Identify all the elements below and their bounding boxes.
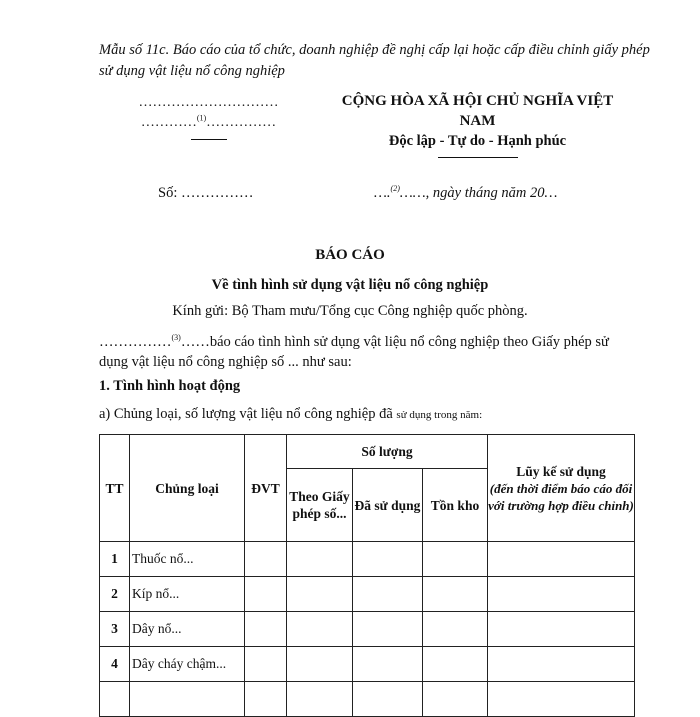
document-subtitle: Về tình hình sử dụng vật liệu nổ công nghiệp — [211, 277, 489, 293]
stock-cell — [423, 612, 488, 647]
intro-text: ……báo cáo tình hình sử dụng vật liệu nổ công nghiệp theo Giấy phép sử dụng vật liệu nổ công nghiệp số ... như sau: — [99, 334, 609, 370]
document-title: BÁO CÁO — [315, 247, 385, 263]
header-tt: TT — [100, 435, 130, 542]
intro-paragraph — [99, 332, 634, 372]
stock-cell — [423, 577, 488, 612]
sub-item-a — [99, 406, 482, 423]
recipient-line: Kính gửi: Bộ Tham mưu/Tổng cục Công nghiệp quốc phòng. — [172, 303, 528, 319]
cumulative-cell — [488, 612, 635, 647]
document-number: Số: …………… — [158, 185, 254, 201]
unit-cell — [245, 577, 287, 612]
cumulative-cell — [488, 577, 635, 612]
header-by-permit: Theo Giấy phép số... — [287, 469, 353, 542]
stock-cell — [423, 682, 488, 717]
unit-cell — [245, 542, 287, 577]
material-name: Kíp nổ... — [130, 577, 245, 612]
header-stock: Tồn kho — [423, 469, 488, 542]
footnote-marker-3: (3) — [171, 333, 181, 343]
cumulative-cell — [488, 682, 635, 717]
permit-cell — [287, 577, 353, 612]
table-row — [100, 542, 635, 577]
org-dots-left: ………… — [140, 115, 197, 130]
table-row — [100, 647, 635, 682]
permit-cell — [287, 542, 353, 577]
row-number: 3 — [100, 612, 130, 647]
cumulative-cell — [488, 542, 635, 577]
row-number: 1 — [100, 542, 130, 577]
organization-header — [116, 93, 301, 140]
row-number — [100, 682, 130, 717]
header-cumulative-note: (đến thời điểm báo cáo đối với trường hợp điều chỉnh) — [488, 480, 634, 513]
place-dots: …. — [374, 185, 391, 201]
date-text: ……, ngày tháng năm 20… — [399, 185, 558, 201]
footnote-marker-1: (1) — [196, 113, 207, 123]
national-header — [330, 91, 625, 158]
used-cell — [353, 682, 423, 717]
permit-cell — [287, 682, 353, 717]
stock-cell — [423, 647, 488, 682]
table-row — [100, 577, 635, 612]
stock-cell — [423, 542, 488, 577]
row-number: 4 — [100, 647, 130, 682]
table-header-row — [100, 435, 635, 469]
used-cell — [353, 577, 423, 612]
header-cumulative-title: Lũy kế sử dụng — [516, 463, 606, 479]
intro-dots: …………… — [99, 334, 172, 350]
header-type: Chủng loại — [130, 435, 245, 542]
header-quantity: Số lượng — [287, 435, 488, 469]
permit-cell — [287, 612, 353, 647]
cumulative-cell — [488, 647, 635, 682]
org-dots-right: …………… — [206, 115, 277, 130]
row-number: 2 — [100, 577, 130, 612]
material-name: Thuốc nổ... — [130, 542, 245, 577]
motto-rule — [438, 151, 518, 158]
header-cumulative — [488, 435, 635, 542]
sub-item-a-small-text: sử dụng trong năm: — [396, 409, 483, 421]
unit-cell — [245, 647, 287, 682]
table-row — [100, 612, 635, 647]
organization-rule — [191, 133, 227, 140]
unit-cell — [245, 612, 287, 647]
organization-name-line: ………………………… — [138, 95, 279, 110]
sub-item-a-text: a) Chủng loại, số lượng vật liệu nổ công nghiệp đã — [99, 406, 397, 422]
material-name: Dây cháy chậm... — [130, 647, 245, 682]
organization-unit-line — [116, 113, 301, 133]
materials-table — [99, 434, 635, 717]
place-date-line — [374, 185, 557, 202]
header-unit: ĐVT — [245, 435, 287, 542]
form-title: Mẫu số 11c. Báo cáo của tổ chức, doanh nghiệp đề nghị cấp lại hoặc cấp điều chỉnh giấy phép sử dụng vật liệu nổ công nghiệp — [99, 42, 650, 79]
footnote-marker-2: (2) — [390, 184, 400, 194]
material-name: Dây nổ... — [130, 612, 245, 647]
material-name — [130, 682, 245, 717]
section-heading-1: 1. Tình hình hoạt động — [99, 378, 241, 394]
national-motto: Độc lập - Tự do - Hạnh phúc — [388, 133, 567, 149]
used-cell — [353, 542, 423, 577]
table-row — [100, 682, 635, 717]
unit-cell — [245, 682, 287, 717]
used-cell — [353, 647, 423, 682]
country-name: CỘNG HÒA XÃ HỘI CHỦ NGHĨA VIỆT NAM — [341, 93, 614, 129]
used-cell — [353, 612, 423, 647]
permit-cell — [287, 647, 353, 682]
header-used: Đã sử dụng — [353, 469, 423, 542]
